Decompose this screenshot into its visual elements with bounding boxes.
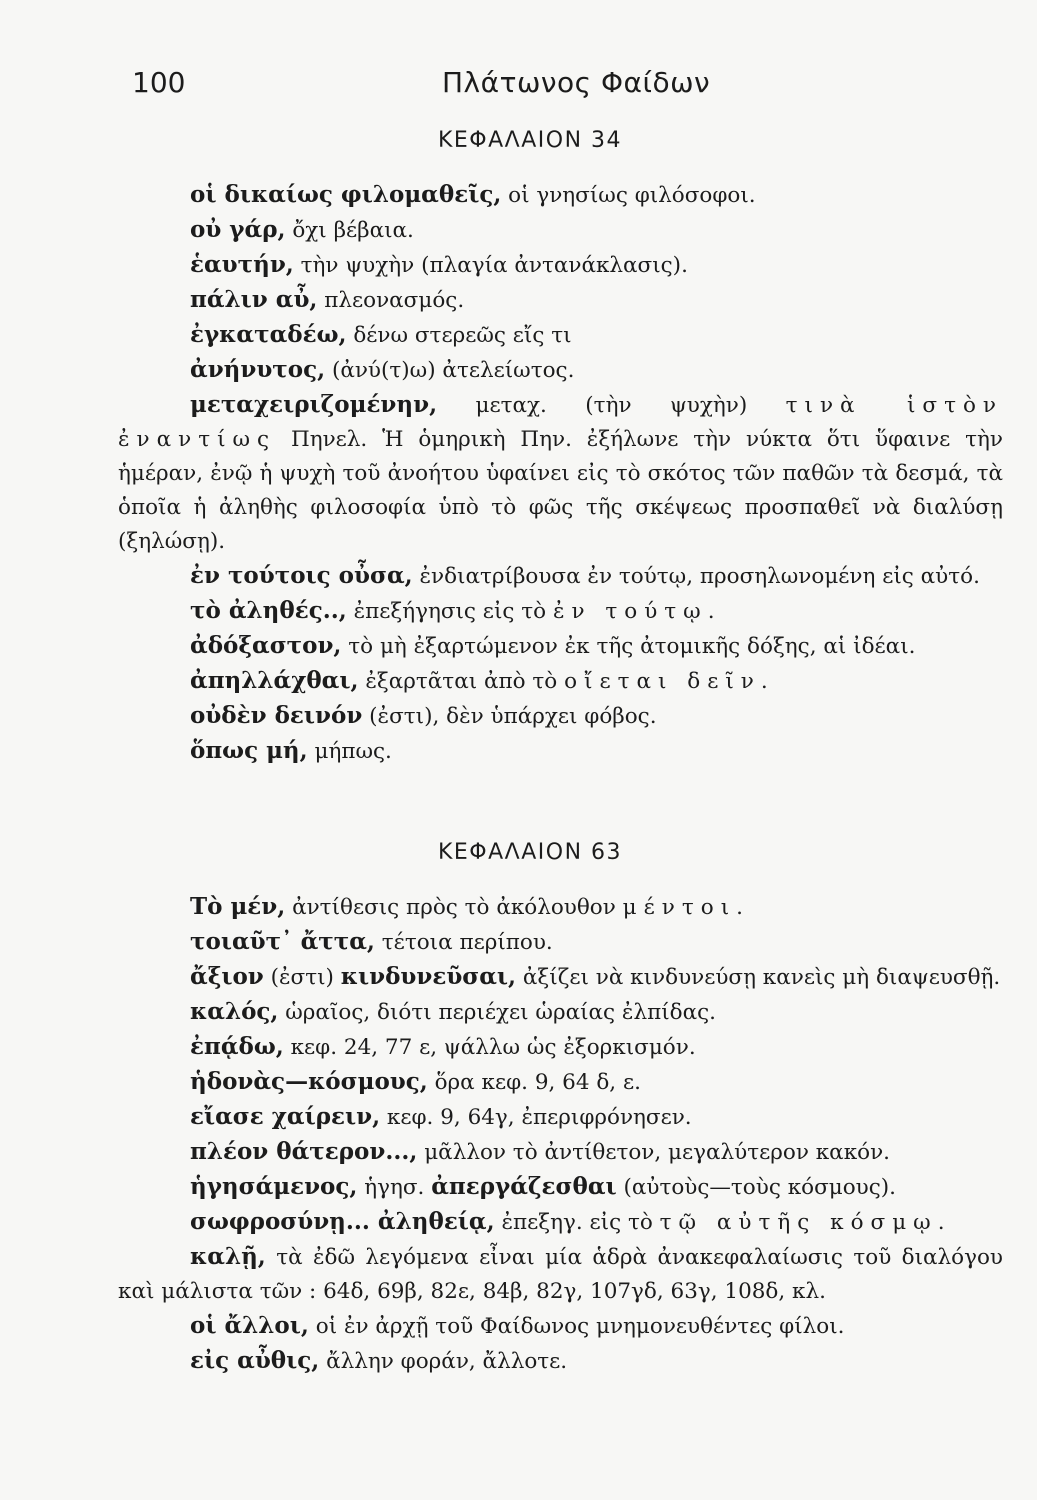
entry-term: μεταχειριζομένην,	[190, 391, 438, 418]
entry-gloss: τὰ ἐδῶ λεγόμενα εἶναι μία ἁδρὰ ἀνακεφαλαίωσις τοῦ διαλόγου καὶ μάλιστα τῶν : 64δ, 69β, 82ε, 84β, 82γ, 107γδ, 63γ, 108δ, κλ.	[118, 1245, 1003, 1304]
entry-gloss: μήπως.	[307, 739, 392, 764]
entry-gloss: ἀξίζει νὰ κινδυνεύσῃ κανεὶς μὴ διαψευσθῇ.	[516, 965, 1001, 990]
entry-gloss: ἐνδιατρίβουσα ἐν τούτῳ, προσηλωνομένη εἰς αὐτό.	[412, 564, 980, 589]
entry-gloss: μᾶλλον τὸ ἀντίθετον, μεγαλύτερον κακόν.	[417, 1140, 890, 1165]
entry-gloss: ἡγησ.	[357, 1175, 432, 1200]
glossary-entry	[118, 353, 1003, 388]
entry-term: οὐδὲν δεινόν	[190, 702, 363, 729]
entry-gloss: Πηνελ. Ἡ ὁμηρικὴ Πην. ἐξήλωνε τὴν νύκτα ὅτι ὕφαινε τὴν ἡμέραν, ἐνῷ ἡ ψυχὴ τοῦ ἀνοήτου ὑφαίνει εἰς τὸ σκότος τῶν παθῶν τὰ δεσμά, τὰ ὁποῖα ἡ ἀληθὴς φιλοσοφία ὑπὸ τὸ φῶς τῆς σκέψεως προσπαθεῖ νὰ διαλύσῃ (ξηλώσῃ).	[118, 427, 1003, 554]
glossary-entry	[118, 1100, 1003, 1135]
entry-gloss: πλεονασμός.	[317, 288, 465, 313]
glossary-entry	[118, 995, 1003, 1030]
entry-gloss: .	[937, 1210, 945, 1235]
glossary-entry	[118, 1309, 1003, 1344]
entry-term: οἱ δικαίως φιλομαθεῖς,	[190, 181, 502, 208]
entry-gloss: ἐπεξήγησις εἰς τὸ	[346, 599, 553, 624]
entry-term: ἑαυτήν,	[190, 251, 294, 278]
glossary-entry	[118, 388, 1003, 559]
glossary-entry	[118, 213, 1003, 248]
glossary-entry	[118, 1344, 1003, 1379]
glossary-entry	[118, 1030, 1003, 1065]
entry-term: ἐγκαταδέω,	[190, 321, 347, 348]
entry-gloss: ἐξαρτᾶται ἀπὸ τὸ	[358, 669, 565, 694]
entry-term: σωφροσύνῃ... ἀληθείᾳ,	[190, 1208, 495, 1235]
entry-gloss: ὡραῖος, διότι περιέχει ὡραίας ἐλπίδας.	[278, 1000, 716, 1025]
running-title: Πλάτωνος Φαίδων	[442, 66, 711, 99]
entry-term: οἱ ἄλλοι,	[190, 1312, 309, 1339]
glossary-entry	[118, 699, 1003, 734]
glossary-entry	[118, 629, 1003, 664]
entry-term: ἀνήνυτος,	[190, 356, 326, 383]
glossary-entry	[118, 594, 1003, 629]
chapter-heading: ΚΕΦΑΛΑΙΟΝ 63	[437, 840, 623, 865]
entry-term: καλῇ,	[190, 1243, 266, 1270]
glossary-entry	[118, 248, 1003, 283]
glossary-entry	[118, 664, 1003, 699]
entry-term: ἡδονὰς—κόσμους,	[190, 1068, 428, 1095]
entry-gloss: (αὐτοὺς—τοὺς κόσμους).	[616, 1175, 897, 1200]
entry-term: εἴασε χαίρειν,	[190, 1103, 381, 1130]
entry-term: ἡγησάμενος,	[190, 1173, 358, 1200]
entry-gloss: .	[707, 599, 715, 624]
entry-spaced-quote: ἐν τούτῳ	[552, 599, 708, 624]
glossary-entry	[118, 1205, 1003, 1240]
glossary-entry	[118, 318, 1003, 353]
entry-term: τοιαῦτ᾽ ἄττα,	[190, 928, 375, 955]
glossary-entry	[118, 890, 1003, 925]
entry-gloss: τὸ μὴ ἐξαρτώμενον ἐκ τῆς ἀτομικῆς δόξης, αἱ ἰδέαι.	[341, 634, 916, 659]
entry-gloss: ἄλλην φοράν, ἄλλοτε.	[319, 1349, 568, 1374]
entry-gloss: κεφ. 24, 77 ε, ψάλλω ὡς ἐξορκισμόν.	[283, 1035, 696, 1060]
entry-term: ἄξιον	[190, 963, 264, 990]
entry-gloss: (ἐστι)	[263, 965, 341, 990]
entry-gloss: (ἀνύ(τ)ω) ἀτελείωτος.	[325, 358, 575, 383]
entry-gloss: ὄχι βέβαια.	[285, 218, 414, 243]
entry-term: ὅπως μή,	[190, 737, 308, 764]
chapter-heading: ΚΕΦΑΛΑΙΟΝ 34	[437, 128, 623, 153]
entry-term: οὐ γάρ,	[190, 216, 286, 243]
entry-term: εἰς αὖθις,	[190, 1347, 320, 1374]
entry-term: Τὸ μέν,	[190, 893, 286, 920]
entry-term: ἀπηλλάχθαι,	[190, 667, 359, 694]
glossary-section	[118, 890, 1003, 1379]
glossary-entry	[118, 1240, 1003, 1309]
glossary-entry	[118, 925, 1003, 960]
entry-term: καλός,	[190, 998, 279, 1025]
entry-gloss: .	[760, 669, 768, 694]
glossary-entry	[118, 178, 1003, 213]
entry-gloss: οἱ ἐν ἀρχῇ τοῦ Φαίδωνος μνημονευθέντες φίλοι.	[308, 1314, 845, 1339]
entry-term: πάλιν αὖ,	[190, 286, 318, 313]
glossary-entry	[118, 734, 1003, 769]
entry-gloss: ὅρα κεφ. 9, 64 δ, ε.	[427, 1070, 641, 1095]
glossary-entry	[118, 1170, 1003, 1205]
entry-gloss: οἱ γνησίως φιλόσοφοι.	[501, 183, 756, 208]
entry-term: πλέον θάτερον...,	[190, 1138, 418, 1165]
glossary-entry	[118, 283, 1003, 318]
entry-gloss: .	[736, 895, 743, 920]
entry-spaced-quote: τῷ αὐτῆς κόσμῳ	[659, 1210, 938, 1235]
glossary-section	[118, 178, 1003, 769]
glossary-entry	[118, 960, 1003, 995]
page-header	[132, 60, 967, 104]
entry-term: ἐν τούτοις οὖσα,	[190, 562, 413, 589]
entry-gloss: ἐπεξηγ. εἰς τὸ	[494, 1210, 660, 1235]
entry-term: τὸ ἀληθές..,	[190, 597, 347, 624]
entry-gloss: δένω στερεῶς εἴς τι	[346, 323, 572, 348]
entry-spaced-quote: μέντοι	[622, 895, 737, 920]
entry-spaced-quote: οἴεται δεῖν	[564, 669, 761, 694]
entry-term: κινδυνεῦσαι,	[340, 963, 517, 990]
entry-gloss: τέτοια περίπου.	[374, 930, 553, 955]
entry-gloss: ἀντίθεσις πρὸς τὸ ἀκόλουθον	[285, 895, 623, 920]
entry-term: ἀπεργάζεσθαι	[431, 1173, 617, 1200]
entry-term: ἀδόξαστον,	[190, 632, 342, 659]
glossary-entry	[118, 559, 1003, 594]
page-number: 100	[132, 66, 186, 99]
entry-spaced-quote: τινὰ ἱστὸν ἐναντίως	[118, 393, 1003, 452]
entry-gloss: τὴν ψυχὴν (πλαγία ἀντανάκλασις).	[293, 253, 688, 278]
entry-gloss: μεταχ. (τὴν ψυχὴν)	[437, 393, 786, 418]
glossary-entry	[118, 1135, 1003, 1170]
entry-term: ἐπᾴδω,	[190, 1033, 284, 1060]
entry-gloss: κεφ. 9, 64γ, ἐπεριφρόνησεν.	[380, 1105, 692, 1130]
glossary-entry	[118, 1065, 1003, 1100]
entry-gloss: (ἐστι), δὲν ὑπάρχει φόβος.	[362, 704, 657, 729]
